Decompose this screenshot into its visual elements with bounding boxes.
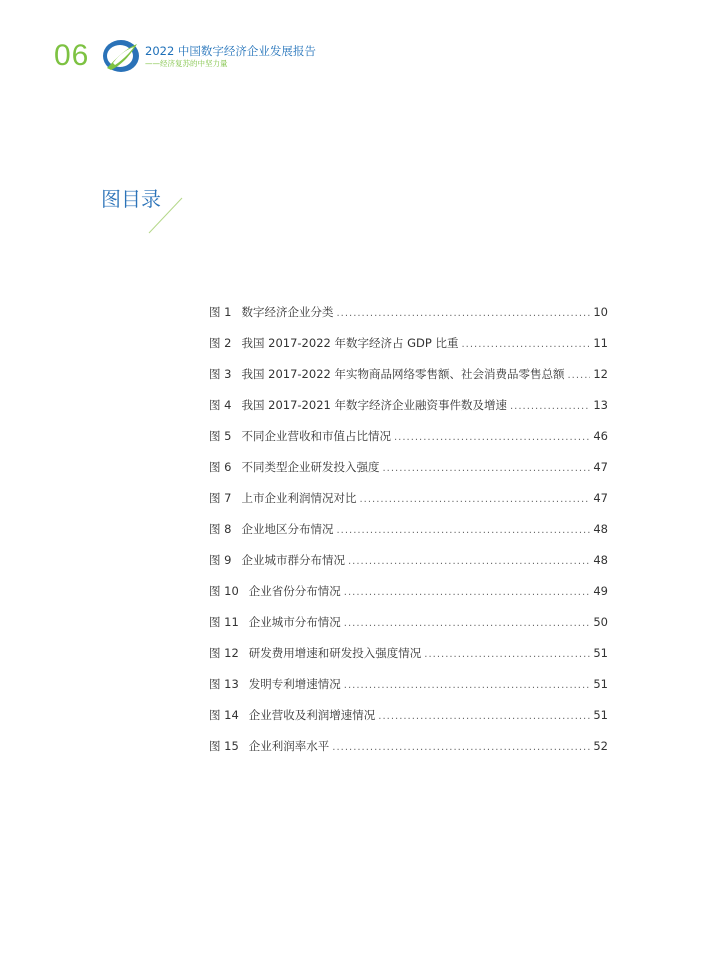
toc-entry-title: 企业利润率水平 [248, 739, 330, 753]
toc-entry-label: 图 10 [209, 584, 239, 598]
toc-entry-label: 图 6 [209, 460, 232, 474]
page-number: 06 [54, 39, 90, 72]
toc-entry[interactable] [209, 669, 608, 700]
toc-entry-page: 12 [593, 367, 608, 381]
toc-leader-dots [344, 577, 591, 608]
toc-leader-dots [394, 422, 590, 453]
toc-entry-page: 50 [593, 615, 608, 629]
toc-leader-dots [424, 639, 590, 670]
toc-entry-title: 数字经济企业分类 [241, 305, 334, 319]
toc-leader-dots [344, 608, 591, 639]
toc-leader-dots [510, 391, 590, 422]
toc-entry-title: 我国 2017-2022 年数字经济占 GDP 比重 [241, 336, 459, 350]
toc-entry-page: 51 [593, 646, 608, 660]
toc-entry-title: 我国 2017-2022 年实物商品网络零售额、社会消费品零售总额 [241, 367, 565, 381]
report-subtitle: ——经济复苏的中坚力量 [145, 59, 228, 68]
toc-entry-label: 图 15 [209, 739, 239, 753]
toc-entry-label: 图 3 [209, 367, 232, 381]
toc-entry-page: 48 [593, 522, 608, 536]
toc-entry[interactable] [209, 700, 608, 731]
toc-entry[interactable] [209, 483, 608, 514]
toc-entry-label: 图 1 [209, 305, 232, 319]
toc-entry-title: 企业城市分布情况 [248, 615, 341, 629]
toc-entry-label: 图 8 [209, 522, 232, 536]
toc-entry-label: 图 2 [209, 336, 232, 350]
toc-entry-title: 我国 2017-2021 年数字经济企业融资事件数及增速 [241, 398, 507, 412]
toc-leader-dots [359, 484, 590, 515]
toc-entry-page: 51 [593, 708, 608, 722]
toc-entry[interactable] [209, 328, 608, 359]
toc-entry-title: 企业城市群分布情况 [241, 553, 345, 567]
toc-entry-title: 不同类型企业研发投入强度 [241, 460, 380, 474]
report-logo-icon [101, 38, 141, 74]
toc-entry-page: 47 [593, 460, 608, 474]
toc-leader-dots [348, 546, 590, 577]
toc-entry-page: 49 [593, 584, 608, 598]
toc-leader-dots [382, 453, 590, 484]
toc-entry[interactable] [209, 607, 608, 638]
toc-entry-page: 11 [593, 336, 608, 350]
toc-entry-label: 图 4 [209, 398, 232, 412]
toc-entry[interactable] [209, 545, 608, 576]
toc-entry-page: 13 [593, 398, 608, 412]
toc-entry-page: 10 [593, 305, 608, 319]
toc-entry-label: 图 12 [209, 646, 239, 660]
toc-entry[interactable] [209, 576, 608, 607]
toc-entry[interactable] [209, 297, 608, 328]
toc-entry-page: 51 [593, 677, 608, 691]
toc-entry-page: 46 [593, 429, 608, 443]
decorative-slash-icon [146, 196, 186, 236]
figure-list [209, 297, 608, 762]
toc-entry-page: 48 [593, 553, 608, 567]
toc-leader-dots [336, 515, 590, 546]
toc-leader-dots [332, 732, 590, 763]
toc-entry[interactable] [209, 390, 608, 421]
toc-entry-page: 47 [593, 491, 608, 505]
toc-leader-dots [378, 701, 590, 732]
toc-entry-label: 图 13 [209, 677, 239, 691]
toc-entry-label: 图 7 [209, 491, 232, 505]
toc-entry-title: 发明专利增速情况 [248, 677, 341, 691]
toc-entry[interactable] [209, 638, 608, 669]
toc-entry-label: 图 9 [209, 553, 232, 567]
toc-leader-dots [462, 329, 591, 360]
toc-entry[interactable] [209, 421, 608, 452]
toc-entry[interactable] [209, 514, 608, 545]
toc-entry-title: 上市企业利润情况对比 [241, 491, 357, 505]
toc-entry-title: 企业地区分布情况 [241, 522, 334, 536]
toc-entry-label: 图 14 [209, 708, 239, 722]
toc-entry[interactable] [209, 731, 608, 762]
toc-entry-title: 研发费用增速和研发投入强度情况 [248, 646, 422, 660]
toc-entry-title: 企业营收及利润增速情况 [248, 708, 376, 722]
toc-entry-title: 不同企业营收和市值占比情况 [241, 429, 391, 443]
report-title: 2022 中国数字经济企业发展报告 [145, 44, 316, 58]
toc-entry-title: 企业省份分布情况 [248, 584, 341, 598]
toc-leader-dots [336, 298, 590, 329]
toc-entry[interactable] [209, 359, 608, 390]
toc-entry-label: 图 5 [209, 429, 232, 443]
toc-entry[interactable] [209, 452, 608, 483]
toc-leader-dots [344, 670, 591, 701]
toc-entry-label: 图 11 [209, 615, 239, 629]
toc-leader-dots [567, 360, 590, 391]
toc-entry-page: 52 [593, 739, 608, 753]
section-title: 图目录 [101, 187, 161, 211]
